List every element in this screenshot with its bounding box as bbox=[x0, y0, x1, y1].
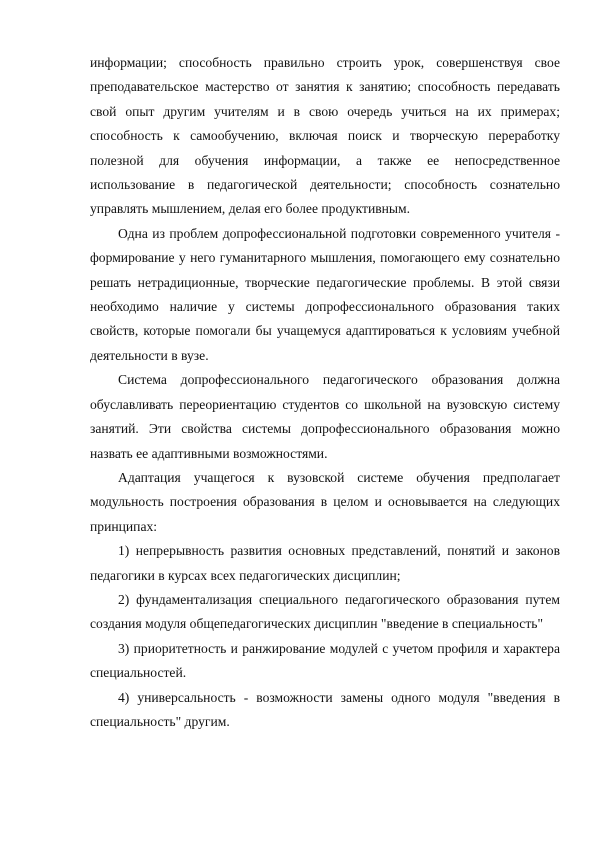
list-item-1: 1) непрерывность развития основных представлений, понятий и законов педагогики в курсах всех педагогических дисциплин; bbox=[90, 543, 560, 583]
list-item-4: 4) универсальность - возможности замены одного модуля "введения в специальность" другим. bbox=[90, 689, 560, 729]
list-item-3: 3) приоритетность и ранжирование модулей с учетом профиля и характера специальностей. bbox=[90, 640, 560, 681]
paragraph-2: Одна из проблем допрофессиональной подготовки современного учителя - формирование у него гуманитарного мышления, помогающего ему сознательно решать нетрадиционные, творческие педагогические проблемы. В этой связи необходимо наличие у системы допрофессионального образования таких свойств, которые помогали бы учащемуся адаптироваться к условиям учебной деятельности в вузе. bbox=[90, 225, 560, 363]
paragraph-1: информации; способность правильно строить урок, совершенствуя свое преподавательское мастерство от занятия к занятию; способность передавать свой опыт другим учителям и в свою очередь учиться на их примерах; способность к самообучению, включая поиск и творческую переработку полезной для обучения информации, а также ее непосредственное использование в педагогической деятельности; способность сознательно управлять мышлением, делая его более продуктивным. bbox=[90, 55, 560, 217]
list-item-2: 2) фундаментализация специального педагогического образования путем создания модуля общепедагогических дисциплин "введение в специальность" bbox=[90, 591, 560, 632]
paragraph-3: Система допрофессионального педагогического образования должна обуславливать переориентацию студентов со школьной на вузовскую систему занятий. Эти свойства системы допрофессионального образования можно назвать ее адаптивными возможностями. bbox=[90, 372, 560, 461]
document-page bbox=[90, 51, 560, 734]
paragraph-4: Адаптация учащегося к вузовской системе обучения предполагает модульность построения образования в целом и основывается на следующих принципах: bbox=[90, 469, 560, 534]
